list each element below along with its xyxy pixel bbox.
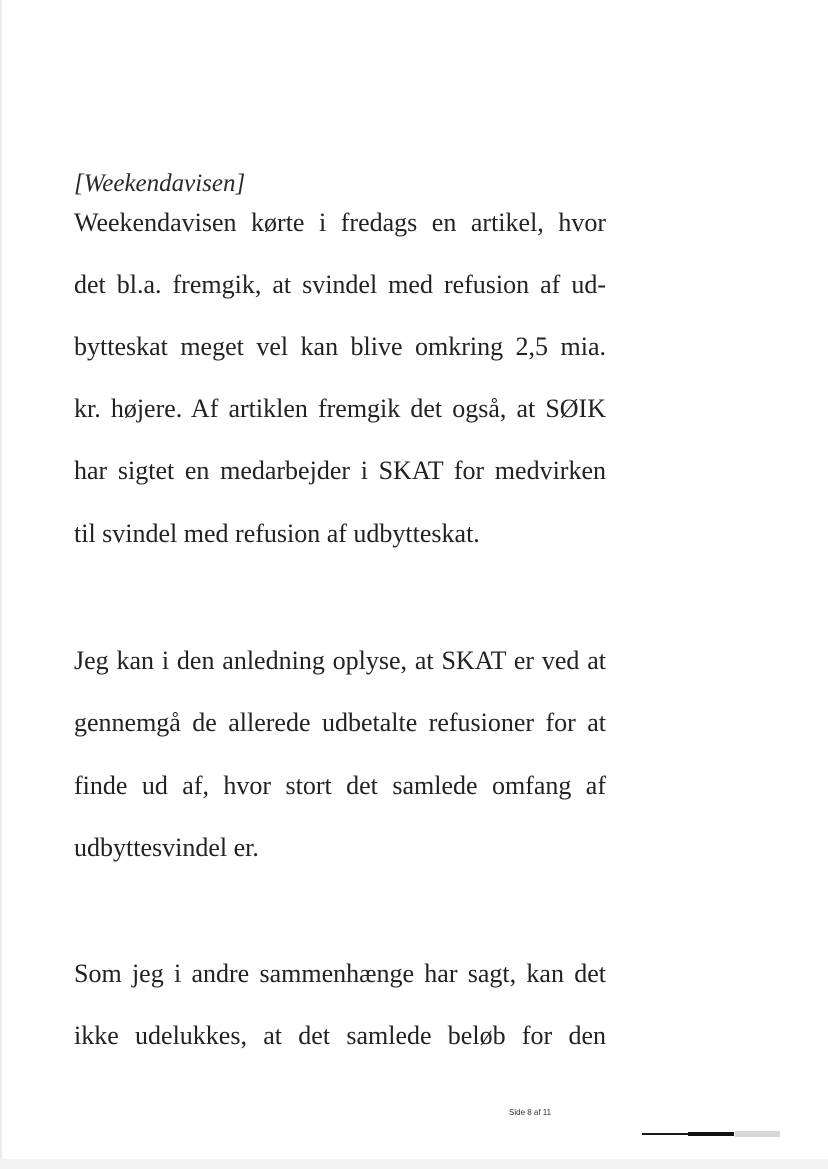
paragraph-1-line-4: kr. højere. Af artiklen fremgik det også, at SØIK [74,394,606,423]
page-number: Side 8 af 11 [509,1108,552,1117]
paragraph-2-line-4: udbyttesvindel er. [74,833,259,862]
paragraph-3-line-1: Som jeg i andre sammenhænge har sagt, kan det [74,959,606,988]
paragraph-3-line-2: ikke udelukkes, at det samlede beløb for den [74,1021,606,1050]
paragraph-1-line-3: bytteskat meget vel kan blive omkring 2,5 mia. [74,332,606,361]
paragraph-2-line-3: finde ud af, hvor stort det samlede omfang af [74,771,606,800]
footer-rule-accent [688,1132,734,1136]
scan-edge [0,0,2,1169]
footer-rule-grey [735,1131,780,1137]
paragraph-1-line-2: det bl.a. fremgik, at svindel med refusion af ud- [74,270,606,299]
paragraph-2-line-2: gennemgå de allerede udbetalte refusioner for at [74,708,606,737]
paragraph-1-line-1: Weekendavisen kørte i fredags en artikel, hvor [74,208,606,237]
paragraph-1-line-5: har sigtet en medarbejder i SKAT for medvirken [74,456,606,485]
scan-bottom-edge [0,1159,828,1169]
paragraph-1-line-6: til svindel med refusion af udbytteskat. [74,519,480,548]
section-heading: [Weekendavisen] [74,170,246,197]
paragraph-2-line-1: Jeg kan i den anledning oplyse, at SKAT er ved at [74,646,606,675]
